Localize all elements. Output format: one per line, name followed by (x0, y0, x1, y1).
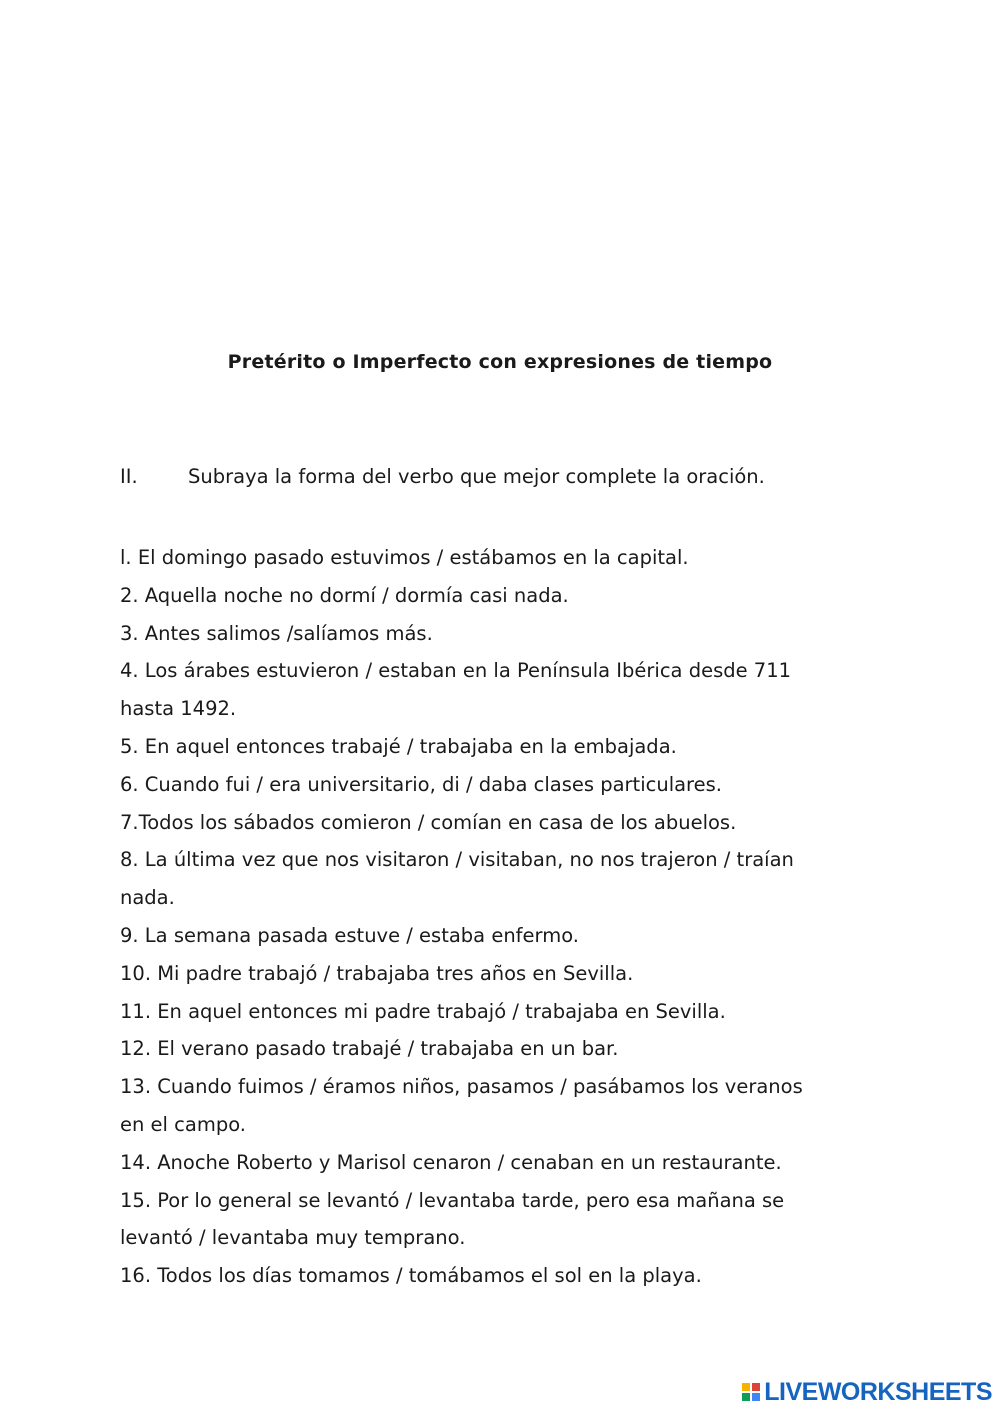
exercise-line: 16. Todos los días tomamos / tomábamos el sol en la playa. (120, 1264, 702, 1288)
exercise-list (120, 539, 900, 1295)
liveworksheets-logo (742, 1379, 992, 1405)
exercise-line: 11. En aquel entonces mi padre trabajó / trabajaba en Sevilla. (120, 999, 726, 1023)
exercise-line: l. El domingo pasado estuvimos / estábamos en la capital. (120, 546, 689, 569)
exercise-line: 7.Todos los sábados comieron / comían en casa de los abuelos. (120, 810, 737, 834)
exercise-line: 8. La última vez que nos visitaron / visitaban, no nos trajeron / traían (120, 848, 794, 872)
instruction-text: Subraya la forma del verbo que mejor complete la oración. (188, 465, 765, 488)
exercise-line: 4. Los árabes estuvieron / estaban en la Península Ibérica desde 711 (120, 659, 792, 683)
logo-mark-square (742, 1383, 750, 1391)
exercise-line: 10. Mi padre trabajó / trabajaba tres años en Sevilla. (120, 961, 634, 985)
exercise-line: 5. En aquel entonces trabajé / trabajaba en la embajada. (120, 734, 677, 758)
exercise-line: 15. Por lo general se levantó / levantaba tarde, pero esa mañana se (120, 1188, 785, 1212)
instruction-number: II. (120, 465, 138, 488)
exercise-line: 6. Cuando fui / era universitario, di / daba clases particulares. (120, 772, 723, 796)
exercise-line: 13. Cuando fuimos / éramos niños, pasamos / pasábamos los veranos (120, 1075, 803, 1099)
logo-mark-square (742, 1393, 750, 1401)
exercise-line: 3. Antes salimos /salíamos más. (120, 621, 433, 645)
worksheet-title: Pretérito o Imperfecto con expresiones de tiempo (227, 351, 773, 373)
instruction-line (120, 465, 765, 488)
exercise-line: 9. La semana pasada estuve / estaba enfermo. (120, 923, 580, 947)
exercise-line: 14. Anoche Roberto y Marisol cenaron / cenaban en un restaurante. (120, 1150, 782, 1174)
liveworksheets-logo-text: LIVEWORKSHEETS (764, 1377, 992, 1406)
exercise-line: levantó / levantaba muy temprano. (120, 1226, 466, 1250)
exercise-line: hasta 1492. (120, 697, 237, 721)
exercise-line: 12. El verano pasado trabajé / trabajaba en un bar. (120, 1037, 619, 1061)
exercise-line: nada. (120, 886, 175, 910)
logo-mark-square (752, 1393, 760, 1401)
liveworksheets-mark-icon (742, 1383, 760, 1401)
exercise-line: en el campo. (120, 1112, 246, 1136)
exercise-line: 2. Aquella noche no dormí / dormía casi nada. (120, 583, 569, 607)
logo-mark-square (752, 1383, 760, 1391)
